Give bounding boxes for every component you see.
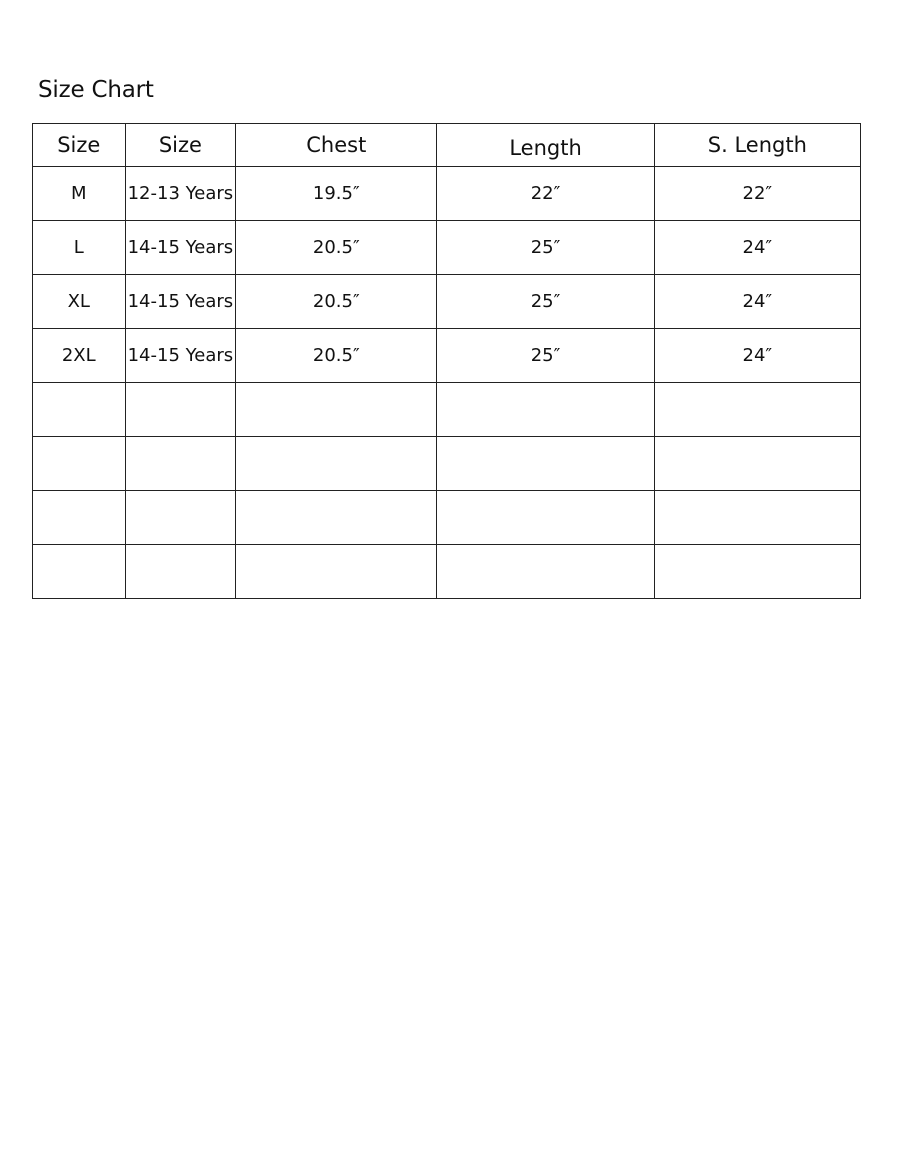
table-row-empty	[33, 437, 861, 491]
header-length: Length	[437, 124, 654, 167]
cell-size	[33, 545, 126, 599]
cell-age: 14-15 Years	[125, 275, 236, 329]
header-size: Size	[33, 124, 126, 167]
cell-age: 14-15 Years	[125, 221, 236, 275]
cell-age: 14-15 Years	[125, 329, 236, 383]
cell-s-length: 22″	[654, 167, 860, 221]
table-row-empty	[33, 383, 861, 437]
cell-chest: 20.5″	[236, 329, 437, 383]
cell-s-length: 24″	[654, 329, 860, 383]
cell-chest: 20.5″	[236, 221, 437, 275]
cell-length: 25″	[437, 329, 654, 383]
cell-age	[125, 491, 236, 545]
cell-s-length: 24″	[654, 275, 860, 329]
cell-length: 25″	[437, 275, 654, 329]
cell-length	[437, 491, 654, 545]
table-row-empty	[33, 491, 861, 545]
table-row	[33, 329, 861, 383]
cell-length	[437, 437, 654, 491]
cell-length	[437, 383, 654, 437]
cell-chest	[236, 545, 437, 599]
cell-chest: 20.5″	[236, 275, 437, 329]
header-s-length: S. Length	[654, 124, 860, 167]
header-size-age: Size	[125, 124, 236, 167]
cell-size: L	[33, 221, 126, 275]
cell-age	[125, 545, 236, 599]
cell-s-length	[654, 545, 860, 599]
header-chest: Chest	[236, 124, 437, 167]
cell-chest	[236, 383, 437, 437]
page-title: Size Chart	[38, 77, 154, 103]
table-row	[33, 275, 861, 329]
table-row	[33, 221, 861, 275]
cell-age: 12-13 Years	[125, 167, 236, 221]
cell-s-length	[654, 383, 860, 437]
cell-size: XL	[33, 275, 126, 329]
table-row	[33, 167, 861, 221]
cell-chest	[236, 491, 437, 545]
table-header-row	[33, 124, 861, 167]
cell-length: 25″	[437, 221, 654, 275]
cell-size	[33, 437, 126, 491]
cell-length: 22″	[437, 167, 654, 221]
cell-age	[125, 383, 236, 437]
cell-length	[437, 545, 654, 599]
cell-age	[125, 437, 236, 491]
size-chart-table	[32, 123, 861, 599]
cell-size: 2XL	[33, 329, 126, 383]
cell-s-length	[654, 437, 860, 491]
cell-size	[33, 491, 126, 545]
cell-size: M	[33, 167, 126, 221]
cell-s-length: 24″	[654, 221, 860, 275]
table-row-empty	[33, 545, 861, 599]
cell-size	[33, 383, 126, 437]
cell-chest: 19.5″	[236, 167, 437, 221]
cell-s-length	[654, 491, 860, 545]
cell-chest	[236, 437, 437, 491]
